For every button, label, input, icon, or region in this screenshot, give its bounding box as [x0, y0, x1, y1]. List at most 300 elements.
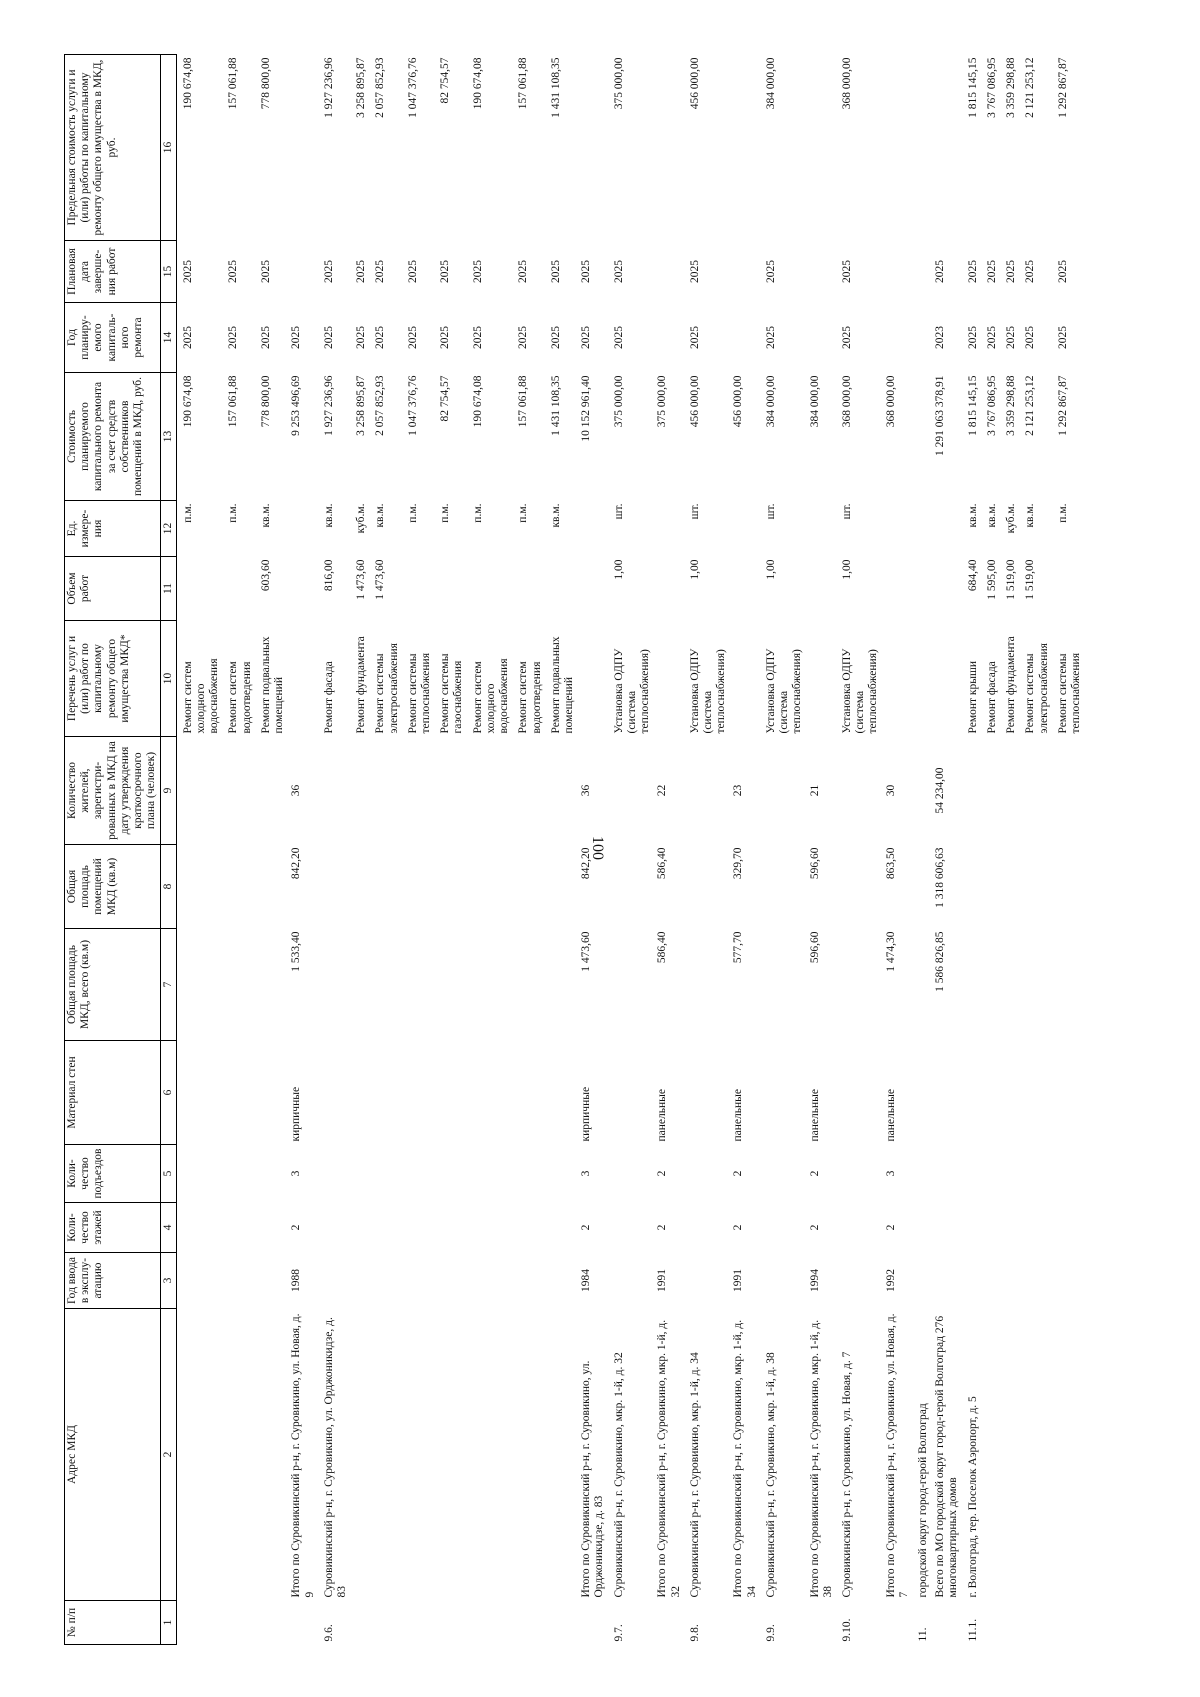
cell-cost: 778 800,00	[259, 375, 272, 428]
cell-walls	[931, 1041, 961, 1145]
column-number-5: 5	[160, 1145, 176, 1203]
column-number-3: 3	[160, 1253, 176, 1309]
cell-num: 9.8.	[688, 1624, 701, 1642]
cell-entr: 2	[656, 1170, 669, 1177]
cell-end: 2025	[612, 260, 625, 283]
cell-end: 2025	[580, 260, 593, 283]
cell-unit: п.м.	[406, 503, 419, 523]
cell-limit: 3 359 298,88	[1005, 57, 1018, 118]
cell-area-rooms: 842,20	[580, 847, 593, 880]
table-row	[1000, 55, 1019, 1645]
cell-unit: кв.м.	[322, 503, 335, 528]
table-row	[1019, 55, 1051, 1645]
cell-residents	[512, 737, 544, 845]
cell-walls	[836, 1041, 882, 1145]
cell-limit	[912, 55, 931, 241]
cell-limit: 778 800,00	[259, 57, 272, 110]
cell-area-rooms	[912, 845, 931, 929]
cell-entr: 3	[580, 1170, 593, 1177]
cell-work: Ремонт систем холодного водоснабжения	[181, 658, 221, 734]
cell-work: Ремонт фасада	[322, 661, 335, 734]
table-row	[608, 55, 654, 1645]
cell-walls	[1052, 1041, 1084, 1145]
cell-end: 2025	[374, 260, 387, 283]
cell-walls: панельные	[808, 1089, 821, 1142]
cell-limit: 3 767 086,95	[985, 57, 998, 118]
cell-vol: 1,00	[688, 559, 701, 580]
cell-floors: 2	[732, 1224, 745, 1231]
cell-cost: 2 121 253,12	[1024, 375, 1037, 436]
cell-vol	[882, 557, 912, 621]
cell-addr	[369, 1309, 401, 1601]
cell-addr: Итого по Суровикинский р-н, г. Суровикино, мкр. 1-й, д. 32	[656, 1319, 682, 1598]
cell-work	[577, 621, 607, 737]
cell-cost: 1 927 236,96	[322, 375, 335, 436]
column-number-2: 2	[160, 1309, 176, 1601]
cell-walls	[434, 1041, 466, 1145]
cell-area-rooms: 586,40	[656, 847, 669, 880]
cell-year-built	[684, 1253, 730, 1309]
cell-unit: шт.	[840, 503, 853, 520]
cell-vol	[176, 557, 222, 621]
cell-unit: кв.м.	[259, 503, 272, 528]
cell-unit	[653, 501, 683, 557]
cell-unit: кв.м.	[985, 503, 998, 528]
cell-work: Установка ОДПУ (система теплоснабжения)	[688, 648, 728, 734]
cell-work	[882, 621, 912, 737]
cell-area	[981, 929, 1000, 1041]
cell-floors	[369, 1203, 401, 1253]
cell-year-built	[912, 1253, 931, 1309]
cell-num: 9.7.	[612, 1624, 625, 1642]
cell-vol: 1 519,00	[1024, 559, 1037, 600]
summary-row	[931, 55, 961, 1645]
cell-num	[1000, 1601, 1019, 1645]
cell-entr: 3	[884, 1170, 897, 1177]
column-header-5: Коли-чество подъездов	[65, 1145, 161, 1203]
cell-vol: 816,00	[322, 559, 335, 592]
cell-addr: Суровикинский р-н, г. Суровикино, мкр. 1-й, д. 32	[612, 1352, 625, 1598]
cell-year-built: 1988	[290, 1269, 303, 1292]
cell-addr	[350, 1309, 369, 1601]
column-number-4: 4	[160, 1203, 176, 1253]
cell-year: 2025	[290, 326, 303, 349]
cell-year: 2023	[934, 326, 947, 349]
cell-num	[981, 1601, 1000, 1645]
cell-vol	[931, 557, 961, 621]
cell-vol	[512, 557, 544, 621]
cell-residents	[760, 737, 806, 845]
cell-entr	[962, 1145, 981, 1203]
cell-limit: 2 121 253,12	[1024, 57, 1037, 118]
cell-residents: 23	[732, 784, 745, 797]
cell-vol: 1 519,00	[1005, 559, 1018, 600]
column-header-7: Общая площадь МКД, всего (кв.м)	[65, 929, 161, 1041]
cell-floors	[760, 1203, 806, 1253]
cell-cost: 1 431 108,35	[549, 375, 562, 436]
cell-residents: 54 234,00	[934, 767, 947, 814]
cell-year-built: 1991	[656, 1269, 669, 1292]
cell-work: Ремонт системы теплоснабжения	[406, 653, 433, 734]
cell-residents	[981, 737, 1000, 845]
cell-limit	[577, 55, 607, 241]
column-header-11: Объем работ	[65, 557, 161, 621]
cell-area	[1019, 929, 1051, 1041]
cell-year: 2025	[549, 326, 562, 349]
cell-cost: 375 000,00	[656, 375, 669, 428]
cell-cost: 384 000,00	[808, 375, 821, 428]
cell-area	[176, 929, 222, 1041]
cell-year-built	[402, 1253, 434, 1309]
cell-end	[882, 241, 912, 303]
cell-walls	[402, 1041, 434, 1145]
cell-limit	[729, 55, 759, 241]
cell-addr: Итого по Суровикинский р-н, г. Суровикино, ул. Новая, д. 9	[290, 1313, 316, 1598]
cell-area-rooms	[545, 845, 577, 929]
cell-area	[836, 929, 882, 1041]
summary-row	[287, 55, 317, 1645]
cell-floors	[931, 1203, 961, 1253]
cell-year: 2025	[688, 326, 701, 349]
cell-area-rooms: 1 318 606,63	[934, 847, 947, 908]
cell-residents: 21	[808, 784, 821, 797]
cell-end: 2025	[517, 260, 530, 283]
cell-addr	[981, 1309, 1000, 1601]
cell-year: 2025	[471, 326, 484, 349]
column-number-11: 11	[160, 557, 176, 621]
cell-floors	[255, 1203, 287, 1253]
cell-entr	[369, 1145, 401, 1203]
cell-work: Ремонт систем водоотведения	[227, 661, 253, 734]
cell-walls	[684, 1041, 730, 1145]
cell-num	[222, 1601, 254, 1645]
cell-end: 2025	[259, 260, 272, 283]
column-header-16: Предельная стоимость услуги и (или) работы по капитальному ремонту общего имущества в МКД, руб.	[65, 55, 161, 241]
cell-walls	[512, 1041, 544, 1145]
cell-floors	[981, 1203, 1000, 1253]
cell-year: 2025	[322, 326, 335, 349]
cell-num	[176, 1601, 222, 1645]
cell-end: 2025	[1005, 260, 1018, 283]
cell-vol	[222, 557, 254, 621]
column-number-1: 1	[160, 1601, 176, 1645]
cell-year	[653, 303, 683, 373]
cell-unit: куб.м.	[1005, 503, 1018, 534]
cell-unit: кв.м.	[374, 503, 387, 528]
cell-year-built: 1994	[808, 1269, 821, 1292]
column-header-6: Материал стен	[65, 1041, 161, 1145]
cell-year-built	[350, 1253, 369, 1309]
cell-num: 9.9.	[764, 1624, 777, 1642]
cell-vol: 1 473,60	[355, 559, 368, 600]
table-row	[350, 55, 369, 1645]
cell-floors	[836, 1203, 882, 1253]
cell-floors	[545, 1203, 577, 1253]
cell-residents	[434, 737, 466, 845]
cell-floors	[912, 1203, 931, 1253]
cell-walls: панельные	[884, 1089, 897, 1142]
cell-year	[882, 303, 912, 373]
cell-vol	[545, 557, 577, 621]
cell-vol	[577, 557, 607, 621]
cell-entr	[760, 1145, 806, 1203]
cell-year-built	[1000, 1253, 1019, 1309]
cell-area-rooms	[1000, 845, 1019, 929]
cell-area: 577,70	[732, 931, 745, 964]
cell-unit	[806, 501, 836, 557]
cell-end: 2025	[181, 260, 194, 283]
table-row	[318, 55, 350, 1645]
cell-area-rooms	[836, 845, 882, 929]
column-number-10: 10	[160, 621, 176, 737]
cell-end	[806, 241, 836, 303]
cell-area-rooms	[467, 845, 513, 929]
cell-limit: 1 927 236,96	[322, 57, 335, 118]
cell-year-built	[608, 1253, 654, 1309]
cell-area	[608, 929, 654, 1041]
cell-year-built: 1984	[580, 1269, 593, 1292]
cell-area	[467, 929, 513, 1041]
column-header-13: Стоимость планируемого капитального ремонта за счет средств собственников помещений в МКД, руб.	[65, 373, 161, 501]
cell-addr: Итого по Суровикинский р-н, г. Суровикино, мкр. 1-й, д. 38	[808, 1319, 834, 1598]
cell-floors	[222, 1203, 254, 1253]
table-row	[836, 55, 882, 1645]
cell-cost: 384 000,00	[764, 375, 777, 428]
cell-year: 2025	[840, 326, 853, 349]
table-row	[1052, 55, 1084, 1645]
cell-unit: п.м.	[1056, 503, 1069, 523]
cell-vol: 1 595,00	[985, 559, 998, 600]
cell-unit: куб.м.	[355, 503, 368, 534]
cell-work: Установка ОДПУ (система теплоснабжения)	[612, 648, 652, 734]
cell-year: 2025	[580, 326, 593, 349]
cell-year: 2025	[439, 326, 452, 349]
cell-addr	[255, 1309, 287, 1601]
cell-floors: 2	[290, 1224, 303, 1231]
cell-work: Ремонт подвальных помещений	[549, 636, 575, 734]
cell-addr	[467, 1309, 513, 1601]
column-header-10: Перечень услуг и (или) работ по капитальному ремонту общего имущества МКД*	[65, 621, 161, 737]
cell-num	[350, 1601, 369, 1645]
cell-floors	[608, 1203, 654, 1253]
cell-work	[912, 621, 931, 737]
cell-unit: п.м.	[227, 503, 240, 523]
column-number-12: 12	[160, 501, 176, 557]
cell-year-built	[962, 1253, 981, 1309]
cell-unit: п.м.	[439, 503, 452, 523]
summary-row	[882, 55, 912, 1645]
cell-residents	[1052, 737, 1084, 845]
cell-end	[729, 241, 759, 303]
cell-addr: Итого по Суровикинский р-н, г. Суровикино, ул. Новая, д. 7	[884, 1313, 910, 1598]
cell-area	[512, 929, 544, 1041]
cell-addr: Суровикинский р-н, г. Суровикино, мкр. 1-й, д. 34	[688, 1352, 701, 1598]
cell-cost: 10 152 961,40	[580, 375, 593, 442]
cell-cost: 190 674,08	[471, 375, 484, 428]
cell-area	[760, 929, 806, 1041]
cell-area-rooms	[1052, 845, 1084, 929]
cell-year-built	[1019, 1253, 1051, 1309]
cell-walls	[222, 1041, 254, 1145]
cell-floors: 2	[580, 1224, 593, 1231]
cell-entr	[1019, 1145, 1051, 1203]
cell-end: 2025	[688, 260, 701, 283]
cell-work	[287, 621, 317, 737]
cell-limit: 1 431 108,35	[549, 57, 562, 118]
cell-area	[369, 929, 401, 1041]
cell-year: 2025	[612, 326, 625, 349]
column-header-9: Количество жителей, зарегистри-рованных в МКД на дату утверждения краткосрочного плана (человек)	[65, 737, 161, 845]
cell-entr	[545, 1145, 577, 1203]
cell-addr	[1019, 1309, 1051, 1601]
cell-residents	[545, 737, 577, 845]
cell-year	[806, 303, 836, 373]
cell-work: Ремонт крыши	[966, 660, 979, 734]
cell-entr	[684, 1145, 730, 1203]
cell-end: 2025	[355, 260, 368, 283]
cell-residents	[684, 737, 730, 845]
cell-num	[369, 1601, 401, 1645]
cell-area	[545, 929, 577, 1041]
column-number-6: 6	[160, 1041, 176, 1145]
summary-row	[806, 55, 836, 1645]
cell-area-rooms	[760, 845, 806, 929]
cell-addr: Суровикинский р-н, г. Суровикино, мкр. 1-й, д. 38	[764, 1352, 777, 1598]
cell-work	[806, 621, 836, 737]
cell-residents	[1000, 737, 1019, 845]
cell-end: 2025	[764, 260, 777, 283]
cell-limit	[287, 55, 317, 241]
cell-area-rooms: 863,50	[884, 847, 897, 880]
cell-walls	[369, 1041, 401, 1145]
cell-year: 2025	[1056, 326, 1069, 349]
cell-area-rooms: 842,20	[290, 847, 303, 880]
cell-walls	[545, 1041, 577, 1145]
cell-walls	[255, 1041, 287, 1145]
cell-addr	[1000, 1309, 1019, 1601]
cell-floors: 2	[884, 1224, 897, 1231]
cell-cost: 3 767 086,95	[985, 375, 998, 436]
cell-cost: 1 292 867,87	[1056, 375, 1069, 436]
cell-floors	[1052, 1203, 1084, 1253]
cell-walls	[1000, 1041, 1019, 1145]
cell-cost: 9 253 496,69	[290, 375, 303, 436]
cell-end: 2025	[840, 260, 853, 283]
cell-area-rooms	[402, 845, 434, 929]
cell-num	[402, 1601, 434, 1645]
cell-num	[577, 1601, 607, 1645]
cell-walls	[962, 1041, 981, 1145]
cell-addr: Итого по Суровикинский р-н, г. Суровикино, мкр. 1-й, д. 34	[732, 1319, 758, 1598]
cell-year: 2025	[181, 326, 194, 349]
cell-walls	[981, 1041, 1000, 1145]
cell-work: Ремонт системы теплоснабжения	[1056, 653, 1082, 734]
cell-unit: шт.	[612, 503, 625, 520]
cell-year: 2025	[374, 326, 387, 349]
table-row	[912, 55, 931, 1645]
column-number-14: 14	[160, 303, 176, 373]
cell-num	[545, 1601, 577, 1645]
cell-area-rooms: 596,60	[808, 847, 821, 880]
cell-work: Установка ОДПУ (система теплоснабжения)	[840, 648, 880, 734]
cell-cost	[912, 373, 931, 501]
cell-vol: 1 473,60	[374, 559, 387, 600]
cell-floors	[176, 1203, 222, 1253]
cell-limit: 456 000,00	[688, 57, 701, 110]
cell-addr	[176, 1309, 222, 1601]
cell-year-built	[931, 1253, 961, 1309]
table-row	[402, 55, 434, 1645]
cell-floors	[512, 1203, 544, 1253]
cell-cost: 456 000,00	[732, 375, 745, 428]
cell-year: 2025	[764, 326, 777, 349]
cell-year-built	[222, 1253, 254, 1309]
cell-entr	[1000, 1145, 1019, 1203]
column-header-1: № п/п	[65, 1601, 161, 1645]
cell-residents	[255, 737, 287, 845]
cell-walls: кирпичные	[290, 1086, 303, 1142]
cell-walls	[176, 1041, 222, 1145]
cell-year-built	[512, 1253, 544, 1309]
cell-year: 2025	[1005, 326, 1018, 349]
cell-floors	[1019, 1203, 1051, 1253]
cell-vol	[1052, 557, 1084, 621]
cell-unit	[931, 501, 961, 557]
cell-area: 586,40	[656, 931, 669, 964]
cell-cost: 375 000,00	[612, 375, 625, 428]
cell-vol	[912, 557, 931, 621]
rotated-table-container	[64, 55, 1082, 1645]
cell-residents	[369, 737, 401, 845]
cell-year-built: 1992	[884, 1269, 897, 1292]
cell-residents	[350, 737, 369, 845]
cell-work: Установка ОДПУ (система теплоснабжения)	[764, 648, 804, 734]
cell-year: 2025	[355, 326, 368, 349]
cell-entr	[912, 1145, 931, 1203]
cell-addr	[222, 1309, 254, 1601]
cell-limit	[882, 55, 912, 241]
table-row	[981, 55, 1000, 1645]
cell-cost: 368 000,00	[884, 375, 897, 428]
cell-year-built	[434, 1253, 466, 1309]
cell-limit: 82 754,57	[439, 57, 452, 104]
cell-limit	[931, 55, 961, 241]
cell-year-built	[318, 1253, 350, 1309]
table-row	[176, 55, 222, 1645]
cell-area	[434, 929, 466, 1041]
cell-unit: кв.м.	[966, 503, 979, 528]
table-body	[176, 55, 1084, 1645]
column-header-2: Адрес МКД	[65, 1309, 161, 1601]
cell-limit: 157 061,88	[227, 57, 240, 110]
cell-cost: 157 061,88	[227, 375, 240, 428]
cell-end	[653, 241, 683, 303]
cell-end	[287, 241, 317, 303]
cell-limit: 190 674,08	[471, 57, 484, 110]
cell-residents	[608, 737, 654, 845]
cell-unit: п.м.	[517, 503, 530, 523]
cell-addr: Суровикинский р-н, г. Суровикино, ул. Орджоникидзе, д. 83	[322, 1317, 348, 1598]
cell-walls	[1019, 1041, 1051, 1145]
cell-end: 2025	[439, 260, 452, 283]
cell-unit: п.м.	[471, 503, 484, 523]
summary-row	[653, 55, 683, 1645]
cell-residents: 30	[884, 784, 897, 797]
cell-area: 1 586 826,85	[934, 931, 947, 992]
cell-walls	[467, 1041, 513, 1145]
cell-limit: 368 000,00	[840, 57, 853, 110]
cell-addr	[1052, 1309, 1084, 1601]
